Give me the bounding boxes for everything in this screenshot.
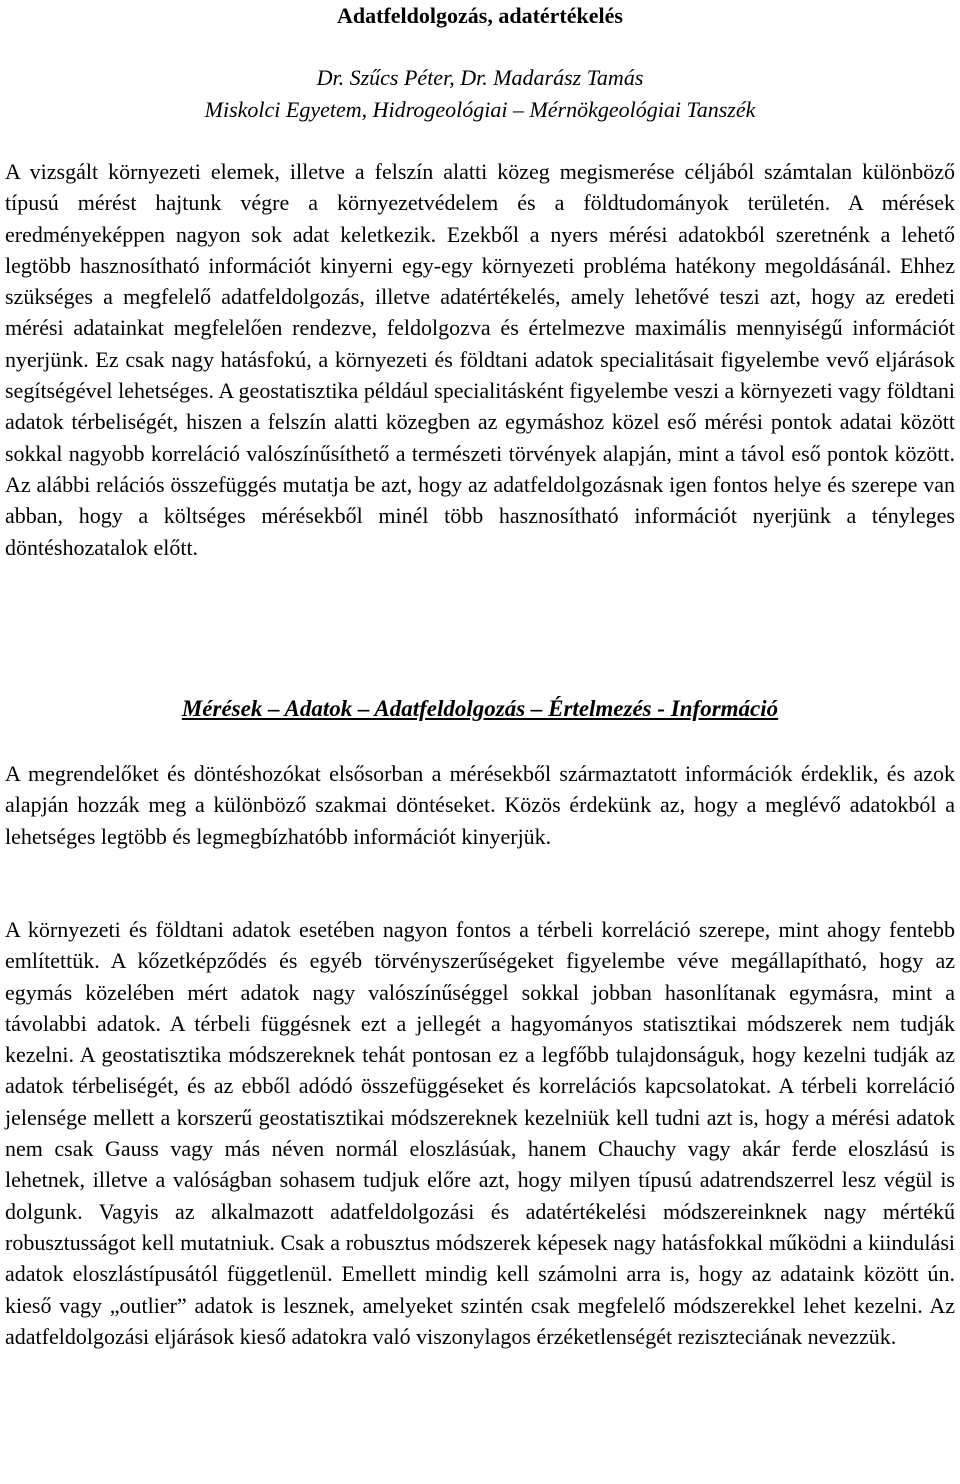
authors-line: Dr. Szűcs Péter, Dr. Madarász Tamás <box>316 65 644 90</box>
paragraph-decision-makers: A megrendelőket és döntéshozókat elsősorban a mérésekből származtatott információk érdeklik, és azok alapján hozzák meg a különböző szakmai döntéseket. Közös érdekünk az, hogy a meglévő adatokból a lehetséges legtöbb és legmegbízhatóbb információt kinyerjük. <box>5 761 955 849</box>
affiliation-line: Miskolci Egyetem, Hidrogeológiai – Mérnökgeológiai Tanszék <box>204 97 756 122</box>
relation-heading: Mérések – Adatok – Adatfeldolgozás – Értelmezés - Információ <box>181 696 779 721</box>
paragraph-spatial-correlation: A környezeti és földtani adatok esetében nagyon fontos a térbeli korreláció szerepe, mint ahogy fentebb említettük. A kőzetképződés és egyéb törvényszerűségeket figyelembe véve megállapítható, hogy az egymás közelében mért adatok nagy valószínűséggel sokkal jobban hasonlítanak egymásra, mint a távolabbi adatok. A térbeli függésnek ezt a jellegét a hagyományos statisztikai módszerek nem tudják kezelni. A geostatisztika módszereknek tehát pontosan ez a legfőbb tulajdonságuk, hogy kezelni tudják az adatok térbeliségét, és az ebből adódó összefüggéseket és korrelációs kapcsolatokat. A térbeli korreláció jelensége mellett a korszerű geostatisztikai módszereknek kezelniük kell tudni azt is, hogy a mérési adatok nem csak Gauss vagy más néven normál eloszlásúak, hanem Chauchy vagy akár ferde eloszlású is lehetnek, illetve a valóságban sohasem tudjuk előre azt, hogy milyen típusú adatrendszerrel lesz végül is dolgunk. Vagyis az alkalmazott adatfeldolgozási és adatértékelési módszereinknek nagy mértékű robusztusságot kell mutatniuk. Csak a robusztus módszerek képesek nagy hatásfokkal működni a kiindulási adatok eloszlástípusától függetlenül. Emellett mindig kell számolni arra is, hogy az adataink között ún. kieső vagy „outlier” adatok is lesznek, amelyeket szintén csak megfelelő módszerekkel lehet kezelni. Az adatfeldolgozási eljárások kieső adatokra való viszonylagos érzéketlenségét reziszteciának nevezzük. <box>5 917 955 1349</box>
author-block <box>0 62 960 126</box>
document-title: Adatfeldolgozás, adatértékelés <box>337 3 623 28</box>
paragraph-intro: A vizsgált környezeti elemek, illetve a felszín alatti közeg megismerése céljából számtalan különböző típusú mérést hajtunk végre a környezetvédelem és a földtudományok területén. A mérések eredményeképpen nagyon sok adat keletkezik. Ezekből a nyers mérési adatokból szeretnénk a lehető legtöbb hasznosítható információt kinyerni egy-egy környezeti probléma hatékony megoldásánál. Ehhez szükséges a megfelelő adatfeldolgozás, illetve adatértékelés, amely lehetővé teszi azt, hogy az eredeti mérési adatainkat megfelelően rendezve, feldolgozva és értelmezve maximális mennyiségű információt nyerjünk. Ez csak nagy hatásfokú, a környezeti és földtani adatok specialitásait figyelembe vevő eljárások segítségével lehetséges. A geostatisztika például specialitásként figyelembe veszi a környezeti vagy földtani adatok térbeliségét, hiszen a felszín alatti közegben az egymáshoz közel eső mérési pontok adatai között sokkal nagyobb korreláció valószínűsíthető a természeti törvények alapján, mint a távol eső pontok között. Az alábbi relációs összefüggés mutatja be azt, hogy az adatfeldolgozásnak igen fontos helye és szerepe van abban, hogy a költséges mérésekből minél több hasznosítható információt nyerjünk a tényleges döntéshozatalok előtt. <box>5 159 955 560</box>
